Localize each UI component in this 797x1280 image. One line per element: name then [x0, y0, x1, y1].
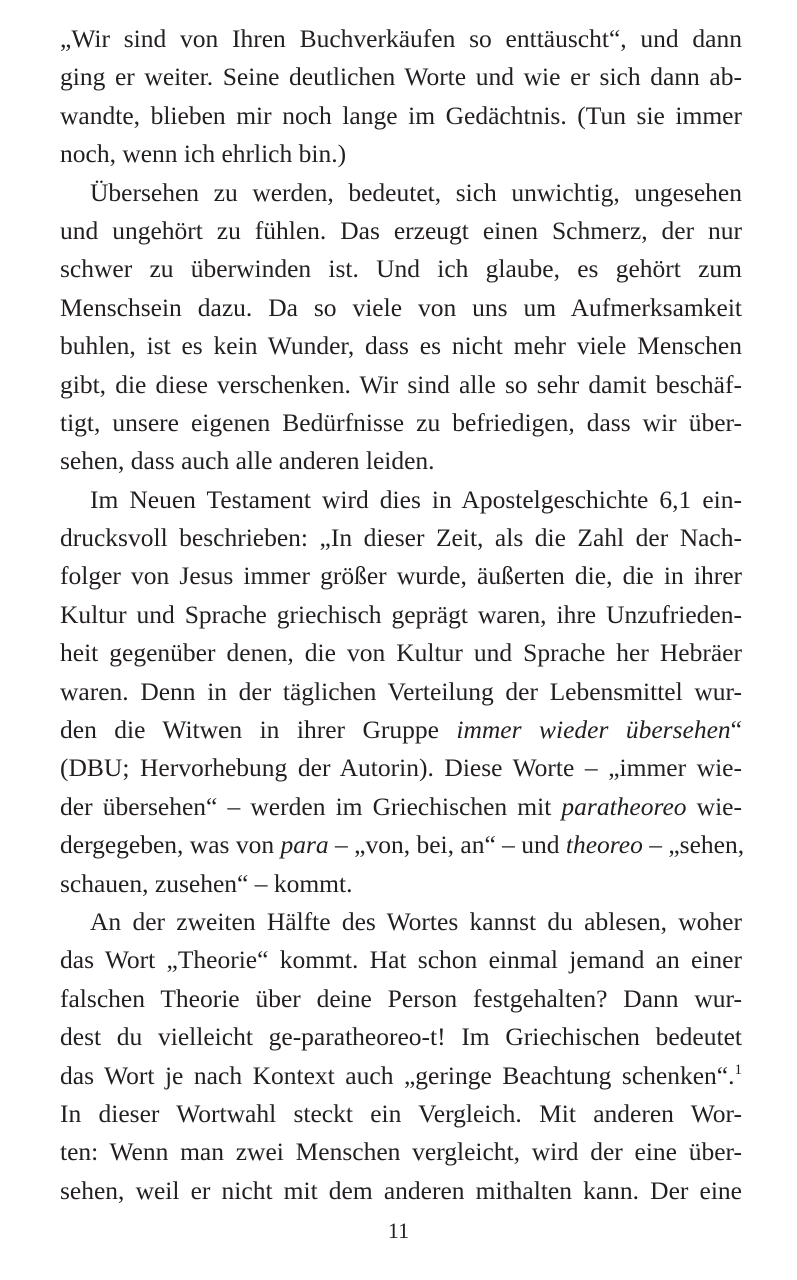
text-line [60, 788, 742, 826]
text-segment: An der zweiten Hälfte des Wortes kannst du ablesen, woher [90, 906, 742, 936]
text-line [60, 1057, 742, 1095]
text-segment: gibt, die diese verschenken. Wir sind alle so sehr damit beschäf- [60, 369, 742, 399]
text-line [60, 1133, 742, 1171]
text-segment: – „sehen, [642, 830, 745, 860]
text-segment: ging er weiter. Seine deutlichen Worte und wie er sich dann ab- [60, 62, 742, 92]
paragraph [60, 174, 742, 481]
emphasized-text: paratheoreo [561, 791, 687, 821]
text-line [60, 135, 742, 173]
text-segment: den die Witwen in ihrer Gruppe [60, 715, 457, 745]
book-page-body [60, 20, 745, 1210]
text-segment: sehen, dass auch alle anderen leiden. [60, 446, 435, 476]
text-line [60, 97, 742, 135]
text-segment: das Wort je nach Kontext auch „geringe Beachtung schenken“. [60, 1060, 735, 1090]
text-line [60, 711, 742, 749]
text-segment: sehen, weil er nicht mit dem anderen mithalten kann. Der eine [60, 1175, 742, 1205]
text-segment: Kultur und Sprache griechisch geprägt waren, ihre Unzufrieden- [60, 599, 742, 629]
text-line [60, 442, 742, 480]
text-line [60, 250, 742, 288]
text-line [60, 673, 742, 711]
text-segment: ten: Wenn man zwei Menschen vergleicht, wird der eine über- [60, 1137, 742, 1167]
emphasized-text: immer wieder übersehen [456, 715, 731, 745]
text-segment: noch, wenn ich ehrlich bin.) [60, 139, 347, 169]
text-segment: falschen Theorie über deine Person festgehalten? Dann wur- [60, 983, 742, 1013]
text-segment: und ungehört zu fühlen. Das erzeugt einen Schmerz, der nur [60, 215, 742, 245]
text-segment: folger von Jesus immer größer wurde, äußerten die, die in ihrer [60, 561, 742, 591]
text-segment: tigt, unsere eigenen Bedürfnisse zu befriedigen, dass wir über- [60, 407, 742, 437]
paragraph [60, 481, 745, 903]
text-segment: schwer zu überwinden ist. Und ich glaube, es gehört zum [60, 254, 742, 284]
text-segment: heit gegenüber denen, die von Kultur und Sprache her Hebräer [60, 638, 742, 668]
text-segment: (DBU; Hervorhebung der Autorin). Diese Worte – „immer wie- [60, 753, 742, 783]
text-line [60, 58, 742, 96]
text-segment: buhlen, ist es kein Wunder, dass es nicht mehr viele Menschen [60, 331, 742, 361]
text-segment: drucksvoll beschrieben: „In dieser Zeit, als die Zahl der Nach- [60, 523, 742, 553]
text-line [60, 327, 742, 365]
text-line [60, 865, 742, 903]
text-line [60, 1018, 742, 1056]
text-line [60, 289, 742, 327]
text-line [60, 366, 742, 404]
text-segment: In dieser Wortwahl steckt ein Vergleich. Mit anderen Wor- [60, 1098, 742, 1128]
text-line [60, 1172, 742, 1210]
text-segment: Im Neuen Testament wird dies in Apostelgeschichte 6,1 ein- [90, 484, 742, 514]
page-number: 11 [387, 1218, 410, 1243]
text-segment: waren. Denn in der täglichen Verteilung der Lebensmittel wur- [60, 676, 742, 706]
paragraph [60, 903, 742, 1210]
text-segment: Übersehen zu werden, bedeutet, sich unwichtig, ungesehen [90, 177, 742, 207]
emphasized-text: para [280, 830, 329, 860]
text-segment: das Wort „Theorie“ kommt. Hat schon einmal jemand an einer [60, 945, 742, 975]
text-line [60, 519, 742, 557]
text-segment: wie- [686, 791, 742, 821]
text-segment: schauen, zusehen“ – kommt. [60, 868, 353, 898]
text-segment: dergegeben, was von [60, 830, 281, 860]
text-line [60, 903, 742, 941]
text-line [60, 20, 742, 58]
text-line [60, 634, 742, 672]
footnote-marker: 1 [734, 1061, 742, 1078]
text-line [60, 212, 742, 250]
emphasized-text: theoreo [565, 830, 643, 860]
text-segment: wandte, blieben mir noch lange im Gedächtnis. (Tun sie immer [60, 100, 742, 130]
text-segment: dest du vielleicht ge-paratheoreo-t! Im Griechischen bedeutet [60, 1022, 742, 1052]
text-line [60, 749, 742, 787]
text-line [60, 596, 742, 634]
text-line [60, 174, 742, 212]
text-segment: „Wir sind von Ihren Buchverkäufen so enttäuscht“, und dann [60, 24, 742, 53]
text-segment: der übersehen“ – werden im Griechischen mit [60, 791, 562, 821]
text-line [60, 826, 745, 864]
text-line [60, 557, 742, 595]
text-segment: “ [730, 715, 742, 745]
text-line [60, 941, 742, 979]
text-line [60, 1095, 742, 1133]
paragraph [60, 20, 742, 174]
text-segment: – „von, bei, an“ – und [328, 830, 566, 860]
text-line [60, 404, 742, 442]
text-line [60, 481, 742, 519]
text-segment: Menschsein dazu. Da so viele von uns um Aufmerksamkeit [60, 292, 742, 322]
text-line [60, 980, 742, 1018]
